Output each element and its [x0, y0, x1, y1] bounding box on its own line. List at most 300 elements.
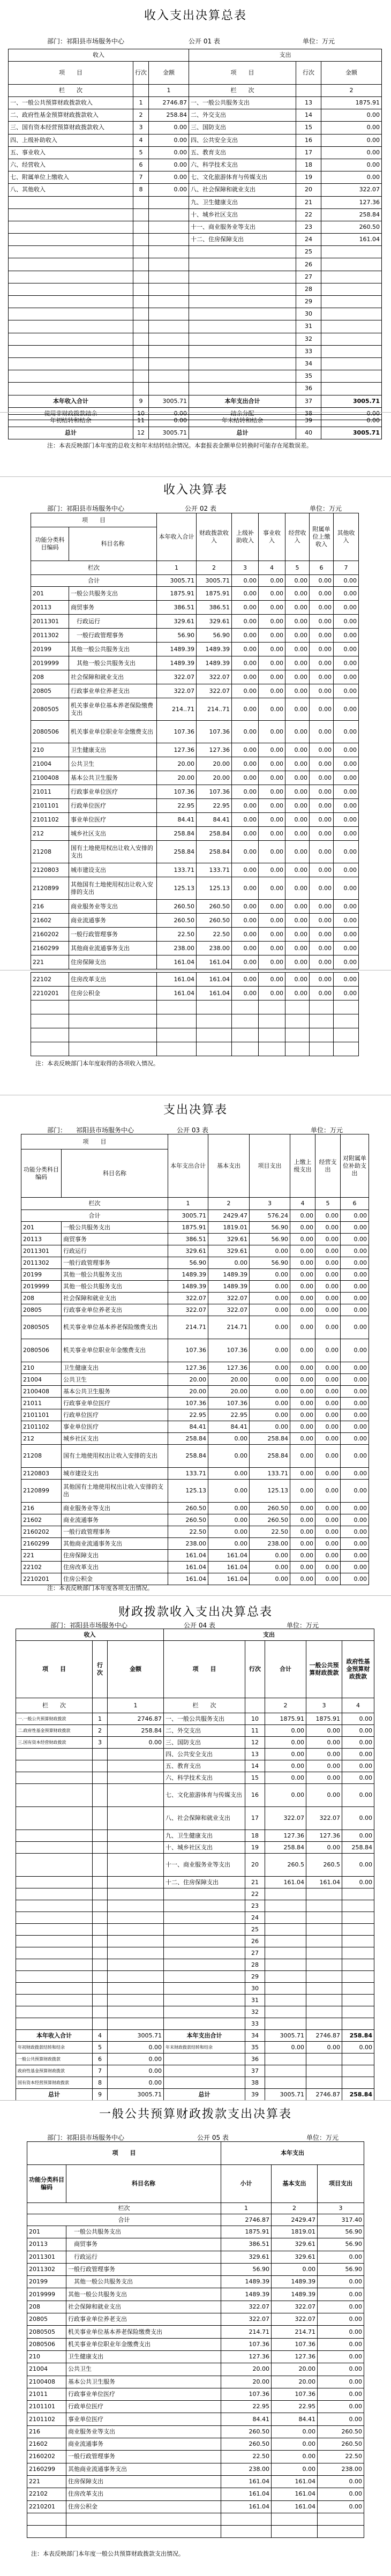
subject-name	[69, 1014, 157, 1028]
income-item: 四、上级补助收入	[9, 134, 133, 146]
amount: 0.00	[315, 1550, 341, 1562]
amount: 0.00	[321, 109, 382, 122]
gov-fund-amount: 0.00	[342, 1713, 374, 1725]
amount: 0.00	[285, 841, 310, 863]
income-item	[9, 271, 133, 283]
amount: 56.90	[318, 2226, 364, 2238]
line-no: 15	[245, 1772, 265, 1784]
table-row	[31, 973, 359, 987]
amount: 0.00	[315, 1468, 341, 1480]
amount: 161.04	[272, 2475, 318, 2488]
amount: 0.00	[285, 698, 310, 721]
amount: 0.00	[334, 914, 359, 928]
amount: 0.00	[321, 415, 382, 427]
amount: 0.00	[149, 171, 189, 184]
amount	[108, 1749, 164, 1760]
table-row	[21, 1386, 369, 1398]
amount: 0.00	[310, 785, 334, 799]
col-total: 合计	[265, 1641, 306, 1698]
subject-code: 201	[31, 587, 69, 601]
general-budget-amount	[306, 1900, 342, 1912]
amount: 0.00	[285, 877, 310, 900]
line-no: 25	[296, 246, 321, 258]
total-amount	[265, 2077, 306, 2089]
col-index	[296, 85, 321, 97]
table-row	[21, 1421, 369, 1433]
index-row	[27, 2203, 364, 2214]
amount: 0.00	[232, 973, 259, 987]
line-no: 19	[296, 171, 321, 184]
col-item: 项 目	[164, 1641, 245, 1698]
table-row	[9, 370, 382, 383]
income-item	[9, 208, 133, 221]
subject-name: 一般公共服务支出	[66, 2226, 221, 2238]
amount: 0.00	[149, 407, 189, 420]
subject-name: 卫生健康支出	[62, 1362, 168, 1374]
amount: 0.00	[315, 1514, 341, 1526]
amount: 107.36	[168, 1398, 208, 1409]
amount: 0.00	[232, 684, 259, 698]
amount: 0.00	[232, 813, 259, 827]
amount: 84.41	[221, 2413, 272, 2425]
total-amount	[265, 2065, 306, 2077]
amount: 20.00	[208, 1386, 250, 1398]
amount: 258.84	[157, 841, 197, 863]
amount: 0.00	[208, 1480, 250, 1503]
amount: 0.00	[285, 629, 310, 643]
amount	[285, 1000, 310, 1014]
subject-name: 行政运行	[69, 615, 157, 629]
table-row	[31, 955, 359, 969]
line-no: 6	[133, 159, 149, 171]
gov-fund-amount	[342, 1995, 374, 2006]
amount: 161.04	[168, 1550, 208, 1562]
expense-item: 八、社会保障和就业支出	[189, 184, 296, 196]
amount: 0.00	[259, 799, 285, 813]
expense-header: 支出	[164, 1629, 374, 1641]
line-no: 22	[245, 1888, 265, 1900]
subject-name: 行政事业单位医疗	[66, 2388, 221, 2400]
subject-code: 21011	[31, 785, 69, 799]
expense-item	[189, 308, 296, 320]
amount: 238.00	[221, 2463, 272, 2475]
subject-code: 221	[21, 1550, 62, 1562]
subject-code: 20805	[27, 2313, 66, 2326]
subject-name: 住房公积金	[62, 1573, 168, 1585]
expense-item	[164, 1888, 245, 1900]
amount: 0.00	[272, 2263, 318, 2275]
income-item	[9, 296, 133, 308]
amount: 0.00	[334, 799, 359, 813]
total-amount: 0.00	[265, 1725, 306, 1737]
table-row	[21, 1468, 369, 1480]
amount: 56.90	[250, 1234, 290, 1245]
amount: 0.00	[149, 184, 189, 196]
subject-name: 公共卫生	[69, 757, 157, 771]
amount: 1489.39	[168, 1281, 208, 1293]
amount	[108, 1877, 164, 1888]
income-item: 六、经营收入	[9, 159, 133, 171]
subject-name: 机关事业单位基本养老保险缴费支出	[62, 1316, 168, 1339]
table-row	[31, 643, 359, 656]
amount: 238.00	[250, 1538, 290, 1550]
amount: 0.00	[149, 415, 189, 427]
subject-name: 商业服务业等支出	[66, 2425, 221, 2438]
amount: 0.00	[259, 684, 285, 698]
col-line: 行次	[245, 1641, 265, 1698]
amount: 0.00	[290, 1480, 315, 1503]
subject-name: 城乡社区支出	[62, 1433, 168, 1445]
line-no: 30	[245, 1983, 265, 1995]
total-amount: 0.00	[265, 1760, 306, 1772]
amount: 0.00	[310, 841, 334, 863]
amount: 0.00	[341, 1514, 369, 1526]
amount: 3005.71	[149, 427, 189, 439]
subject-code: 2080506	[27, 2338, 66, 2350]
amount	[108, 1983, 164, 1995]
t4-dept: 部门：祁阳县市场服务中心	[50, 1622, 128, 1629]
t1-note: 注：本表反映部门本年度的总收支和年末结转结余情况。本套报表金额单位转换时可能存在尾数误差。	[47, 442, 312, 449]
t1-code: 公开 01 表	[189, 38, 220, 45]
subject-code: 2019999	[31, 656, 69, 670]
amount: 1489.39	[168, 1269, 208, 1281]
amount: 2746.87	[149, 97, 189, 109]
amount: 0.00	[290, 1234, 315, 1245]
col-header: 财政拨款收入	[197, 513, 232, 561]
subject-code: 2100408	[31, 771, 69, 785]
expense-item: 十、城乡社区支出	[164, 1842, 245, 1854]
amount	[149, 271, 189, 283]
subject-code: 21602	[21, 1514, 62, 1526]
amount	[259, 1014, 285, 1028]
line-no	[93, 1842, 108, 1854]
total-amount	[265, 1995, 306, 2006]
income-item	[9, 283, 133, 295]
subject-code: 2080505	[27, 2326, 66, 2338]
col-code: 功能分类科目编码	[31, 527, 69, 561]
t4-code: 公开 04 表	[184, 1622, 215, 1629]
line-no: 5	[93, 2042, 108, 2054]
amount: 0.00	[232, 955, 259, 969]
table-row	[31, 928, 359, 942]
amount: 0.00	[310, 601, 334, 615]
col-header: 小计	[221, 2165, 272, 2203]
amount: 56.90	[318, 2263, 364, 2275]
amount: 107.36	[208, 1339, 250, 1362]
amount: 0.00	[341, 1245, 369, 1257]
header-row	[31, 513, 359, 527]
subject-code	[27, 2526, 66, 2538]
amount: 260.50	[157, 914, 197, 928]
t5-note: 注：本表反映部门本年度一般公共预算财政拨款支出情况。	[31, 2550, 184, 2557]
amount: 107.36	[221, 2338, 272, 2350]
line-no: 8	[93, 2077, 108, 2089]
amount: 3005.71	[108, 2030, 164, 2042]
amount: 0.00	[232, 942, 259, 955]
gov-fund-amount: 0.00	[342, 1725, 374, 1737]
amount	[108, 1900, 164, 1912]
col-index: 1	[168, 1198, 208, 1210]
table-row	[31, 757, 359, 771]
amount: 0.00	[259, 757, 285, 771]
line-no	[93, 1936, 108, 1947]
expense-item	[164, 1995, 245, 2006]
total-value: 2429.47	[272, 2214, 318, 2226]
expense-item	[189, 246, 296, 258]
expense-item	[189, 271, 296, 283]
line-no: 13	[245, 1749, 265, 1760]
expense-item: 十二、住房保障支出	[189, 234, 296, 246]
col-index: 1	[108, 1698, 164, 1713]
amount	[149, 370, 189, 383]
total-label: 合计	[27, 2214, 221, 2226]
t5-title: 一般公共预算财政拨款支出决算表	[99, 2108, 292, 2121]
income-item	[9, 320, 133, 333]
subject-name: 其他国有土地使用权出让收入安排的支出	[62, 1480, 168, 1503]
subject-name: 公共卫生	[66, 2363, 221, 2376]
col-line: 行次	[133, 62, 149, 85]
amount: 0.00	[232, 785, 259, 799]
amount: 0.00	[318, 2301, 364, 2313]
line-no	[133, 383, 149, 395]
general-budget-amount: 1875.91	[306, 1713, 342, 1725]
amount: 0.00	[315, 1480, 341, 1503]
amount: 127.36	[208, 1362, 250, 1374]
subject-code: 2011301	[21, 1245, 62, 1257]
table-row	[31, 799, 359, 813]
expense-item	[164, 1900, 245, 1912]
amount	[149, 208, 189, 221]
amount: 161.04	[208, 1562, 250, 1573]
table-row	[16, 1830, 374, 1842]
amount: 22.50	[168, 1526, 208, 1538]
subject-code: 2160299	[31, 942, 69, 955]
table-row	[16, 1888, 374, 1900]
table-row	[9, 345, 382, 357]
amount: 107.36	[197, 721, 232, 743]
table-row	[16, 1713, 374, 1725]
col-item: 项 目	[27, 2142, 221, 2165]
general-budget-amount: 260.5	[306, 1854, 342, 1877]
amount	[197, 1042, 232, 1056]
table-row	[9, 134, 382, 146]
total-value: 3005.71	[157, 575, 197, 587]
table-row	[16, 1854, 374, 1877]
subject-name: 一般行政管理事务	[66, 2451, 221, 2463]
t2-dept: 部门：祁阳县市场服务中心	[47, 505, 125, 512]
subject-code: 2101101	[31, 799, 69, 813]
general-budget-amount: 0.00	[306, 1725, 342, 1737]
expense-item	[164, 1924, 245, 1936]
general-budget-amount	[306, 1888, 342, 1900]
line-no: 27	[245, 1947, 265, 1959]
amount: 20.00	[168, 1374, 208, 1386]
table-row	[9, 333, 382, 345]
amount: 0.00	[232, 914, 259, 928]
amount	[310, 1000, 334, 1014]
amount: 0.00	[285, 615, 310, 629]
amount: 0.00	[232, 863, 259, 877]
amount: 0.00	[310, 670, 334, 684]
general-budget-amount: 127.36	[306, 1830, 342, 1842]
income-item	[16, 1995, 93, 2006]
table-row	[9, 122, 382, 134]
amount: 0.00	[259, 813, 285, 827]
income-item	[16, 1959, 93, 1971]
amount	[108, 1912, 164, 1924]
amount: 260.50	[168, 1503, 208, 1514]
gov-fund-amount: 0.00	[342, 1749, 374, 1760]
table-row	[31, 863, 359, 877]
line-no: 20	[296, 184, 321, 196]
line-no	[93, 1807, 108, 1830]
subject-name: 商贸事务	[66, 2238, 221, 2251]
amount: 22.95	[272, 2401, 318, 2413]
col-name: 科目名称	[62, 1149, 168, 1198]
amount: 0.00	[310, 987, 334, 1000]
amount: 0.00	[285, 587, 310, 601]
amount: 0.00	[259, 587, 285, 601]
amount: 0.00	[315, 1362, 341, 1374]
amount: 0.00	[250, 1374, 290, 1386]
line-no	[93, 1760, 108, 1772]
amount: 0.00	[259, 785, 285, 799]
amount: 0.00	[315, 1538, 341, 1550]
amount	[157, 1000, 197, 1014]
amount: 0.00	[315, 1339, 341, 1362]
line-no: 16	[296, 134, 321, 146]
col-item: 项 目	[21, 1134, 168, 1149]
col-item: 项 目	[9, 62, 133, 85]
subject-code: 2101102	[27, 2413, 66, 2425]
table-row	[9, 146, 382, 159]
col-index: 1	[149, 85, 189, 97]
total-label: 合计	[31, 575, 157, 587]
amount: 56.90	[221, 2263, 272, 2275]
subject-code: 208	[31, 670, 69, 684]
amount: 0.00	[290, 1433, 315, 1445]
gov-fund-amount: 0.00	[342, 2042, 374, 2054]
amount	[318, 2513, 364, 2525]
amount	[221, 2513, 272, 2525]
col-index: 2	[321, 85, 382, 97]
amount: 0.00	[285, 928, 310, 942]
line-no: 3	[133, 122, 149, 134]
amount: 1489.39	[157, 656, 197, 670]
amount: 0.00	[310, 643, 334, 656]
amount: 0.00	[108, 2077, 164, 2089]
total-value: 0.00	[310, 575, 334, 587]
amount: 0.00	[232, 587, 259, 601]
amount: 0.00	[149, 146, 189, 159]
expense-item: 十一、商业服务业等支出	[164, 1854, 245, 1877]
index-row	[16, 1698, 374, 1713]
general-budget-amount: 0.00	[306, 1842, 342, 1854]
amount: 0.00	[290, 1281, 315, 1293]
table-row	[21, 1514, 369, 1526]
table-row	[16, 1737, 374, 1749]
subject-code: 2160299	[21, 1538, 62, 1550]
income-item	[16, 1784, 93, 1807]
subject-code: 2120899	[21, 1480, 62, 1503]
subject-name: 商业流通事务	[69, 914, 157, 928]
income-item	[16, 1749, 93, 1760]
amount: 1489.39	[197, 643, 232, 656]
subject-name: 住房改革支出	[69, 973, 157, 987]
amount: 1489.39	[221, 2276, 272, 2288]
amount: 0.00	[341, 1257, 369, 1269]
expense-item: 六、科学技术支出	[189, 159, 296, 171]
amount: 0.00	[250, 1339, 290, 1362]
subject-code: 2160202	[27, 2451, 66, 2463]
amount: 0.00	[321, 122, 382, 134]
expense-total-label: 总计	[189, 427, 296, 439]
table-row	[21, 1316, 369, 1339]
amount: 0.00	[232, 656, 259, 670]
amount	[157, 1042, 197, 1056]
amount: 0.00	[208, 1468, 250, 1480]
expense-item	[164, 2054, 245, 2065]
gov-fund-amount	[342, 1924, 374, 1936]
amount: 0.00	[318, 2401, 364, 2413]
amount: 0.00	[285, 656, 310, 670]
t2-unit: 单位：万元	[310, 505, 342, 512]
amount: 22.50	[197, 928, 232, 942]
amount: 0.00	[259, 670, 285, 684]
total-amount: 127.36	[265, 1830, 306, 1842]
col-index: 3	[232, 561, 259, 575]
gov-fund-amount	[342, 2018, 374, 2030]
subject-code: 2101101	[27, 2401, 66, 2413]
amount: 56.90	[157, 629, 197, 643]
amount	[259, 1000, 285, 1014]
expense-item	[189, 258, 296, 271]
general-budget-amount	[306, 2077, 342, 2089]
table-row	[27, 2251, 364, 2263]
subject-name: 一般行政管理事务	[62, 1257, 168, 1269]
income-item	[9, 333, 133, 345]
amount	[157, 1028, 197, 1042]
table-row	[27, 2350, 364, 2363]
line-no: 15	[296, 122, 321, 134]
subject-code: 2120803	[21, 1468, 62, 1480]
amount: 0.00	[285, 955, 310, 969]
t5-dept: 部门：祁阳县市场服务中心	[47, 2134, 125, 2141]
income-total-label: 使用非财政拨款结余	[9, 407, 133, 420]
line-no	[93, 1947, 108, 1959]
amount: 161.04	[197, 973, 232, 987]
amount: 0.00	[250, 1421, 290, 1433]
amount: 161.04	[272, 2488, 318, 2500]
subject-name	[69, 1028, 157, 1042]
gov-fund-amount: 258.84	[342, 2089, 374, 2101]
gov-fund-amount	[342, 1936, 374, 1947]
table-row	[27, 2463, 364, 2475]
total-row	[21, 1210, 369, 1222]
subject-code: 2210201	[21, 1573, 62, 1585]
expense-item	[164, 2018, 245, 2030]
gov-fund-amount: 0.00	[342, 1784, 374, 1807]
total-value: 317.40	[318, 2214, 364, 2226]
amount	[334, 1028, 359, 1042]
amount: 0.00	[272, 2438, 318, 2451]
line-no: 40	[296, 427, 321, 439]
amount: 127.36	[157, 743, 197, 757]
amount	[310, 1028, 334, 1042]
amount: 260.50	[168, 1514, 208, 1526]
amount: 260.50	[250, 1514, 290, 1526]
subject-name: 一般公共服务支出	[62, 1222, 168, 1234]
